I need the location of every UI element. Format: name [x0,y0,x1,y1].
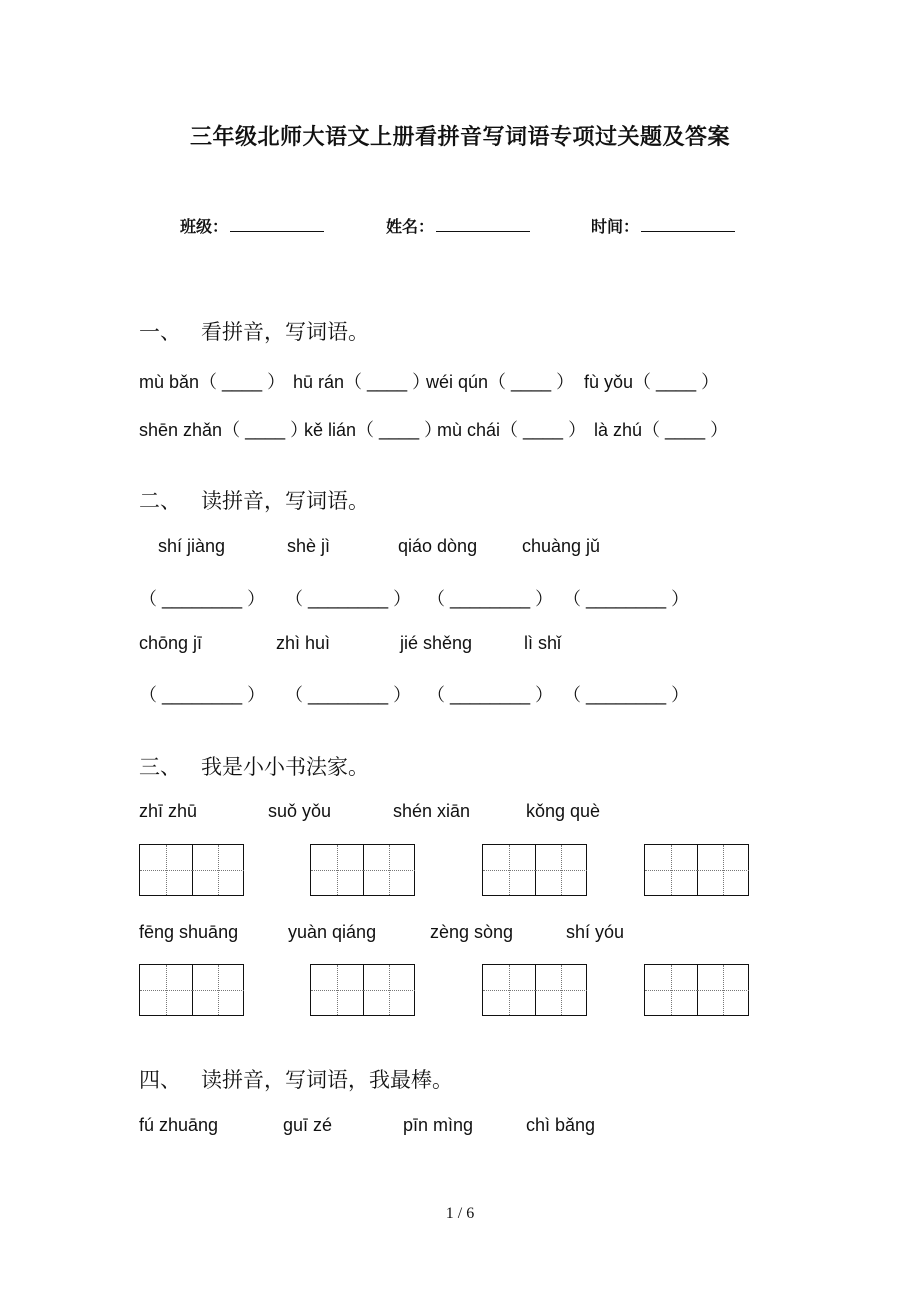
pinyin-label: chì bǎng [526,1115,596,1135]
section-text: 我是小小书法家。 [201,755,369,779]
answer-blank[interactable]: （ ________ ） [285,685,412,705]
s1-item[interactable]: fù yǒu（ ____ ） [584,372,720,392]
name-field[interactable] [386,214,530,237]
writing-grid[interactable] [482,844,587,896]
pinyin-label: lì shǐ [524,633,562,653]
class-blank[interactable] [230,217,324,232]
section-text: 看拼音，写词语。 [201,320,369,344]
writing-grid[interactable] [310,964,415,1016]
s1-item[interactable]: hū rán（ ____ ） [293,372,431,392]
section-3-heading [139,751,369,781]
writing-grid[interactable] [644,964,749,1016]
pinyin-label: yuàn qiáng [288,922,377,942]
pinyin-label: shí jiàng [158,536,226,556]
time-label: 时间： [591,217,640,236]
time-field[interactable] [591,214,735,237]
section-4-heading [139,1064,453,1094]
s1-item[interactable]: kě lián（ ____ ） [304,420,443,440]
section-number: 一、 [139,320,181,344]
s1-item[interactable]: mù chái（ ____ ） [437,420,587,440]
pinyin-label: shén xiān [393,801,471,821]
answer-blank[interactable]: （ ________ ） [139,685,266,705]
name-label: 姓名： [386,217,435,236]
name-blank[interactable] [436,217,530,232]
answer-blank[interactable]: （ ________ ） [427,685,554,705]
section-2-heading [139,485,369,515]
answer-blank[interactable]: （ ________ ） [285,589,412,609]
pinyin-label: zhì huì [276,633,331,653]
answer-blank[interactable]: （ ________ ） [563,685,690,705]
pinyin-label: suǒ yǒu [268,801,332,821]
section-number: 四、 [139,1068,181,1092]
section-text: 读拼音，写词语，我最棒。 [201,1068,453,1092]
writing-grid[interactable] [482,964,587,1016]
class-field[interactable] [180,214,324,237]
pinyin-label: kǒng què [526,801,601,821]
answer-blank[interactable]: （ ________ ） [563,589,690,609]
pinyin-label: zèng sòng [430,922,514,942]
answer-blank[interactable]: （ ________ ） [139,589,266,609]
pinyin-label: chōng jī [139,633,203,653]
page-title: 三年级北师大语文上册看拼音写词语专项过关题及答案 [189,124,730,150]
pinyin-label: chuàng jǔ [522,536,601,556]
s1-item[interactable]: là zhú（ ____ ） [594,420,729,440]
answer-blank[interactable]: （ ________ ） [427,589,554,609]
writing-grid[interactable] [139,844,244,896]
writing-grid[interactable] [644,844,749,896]
s1-item[interactable]: shēn zhǎn（ ____ ） [139,420,309,440]
page-number: 1 / 6 [445,1205,475,1222]
pinyin-label: fú zhuāng [139,1115,219,1135]
writing-grid[interactable] [139,964,244,1016]
pinyin-label: pīn mìng [403,1115,474,1135]
pinyin-label: shè jì [287,536,331,556]
pinyin-label: guī zé [283,1115,333,1135]
section-1-heading [139,316,369,346]
s1-item[interactable]: mù bǎn（ ____ ） [139,372,286,392]
section-text: 读拼音，写词语。 [201,489,369,513]
s1-item[interactable]: wéi qún（ ____ ） [426,372,575,392]
pinyin-label: zhī zhū [139,801,198,821]
pinyin-label: fēng shuāng [139,922,239,942]
section-number: 二、 [139,489,181,513]
pinyin-label: shí yóu [566,922,625,942]
section-number: 三、 [139,755,181,779]
writing-grid[interactable] [310,844,415,896]
pinyin-label: jié shěng [400,633,473,653]
class-label: 班级： [180,217,229,236]
pinyin-label: qiáo dòng [398,536,478,556]
time-blank[interactable] [641,217,735,232]
